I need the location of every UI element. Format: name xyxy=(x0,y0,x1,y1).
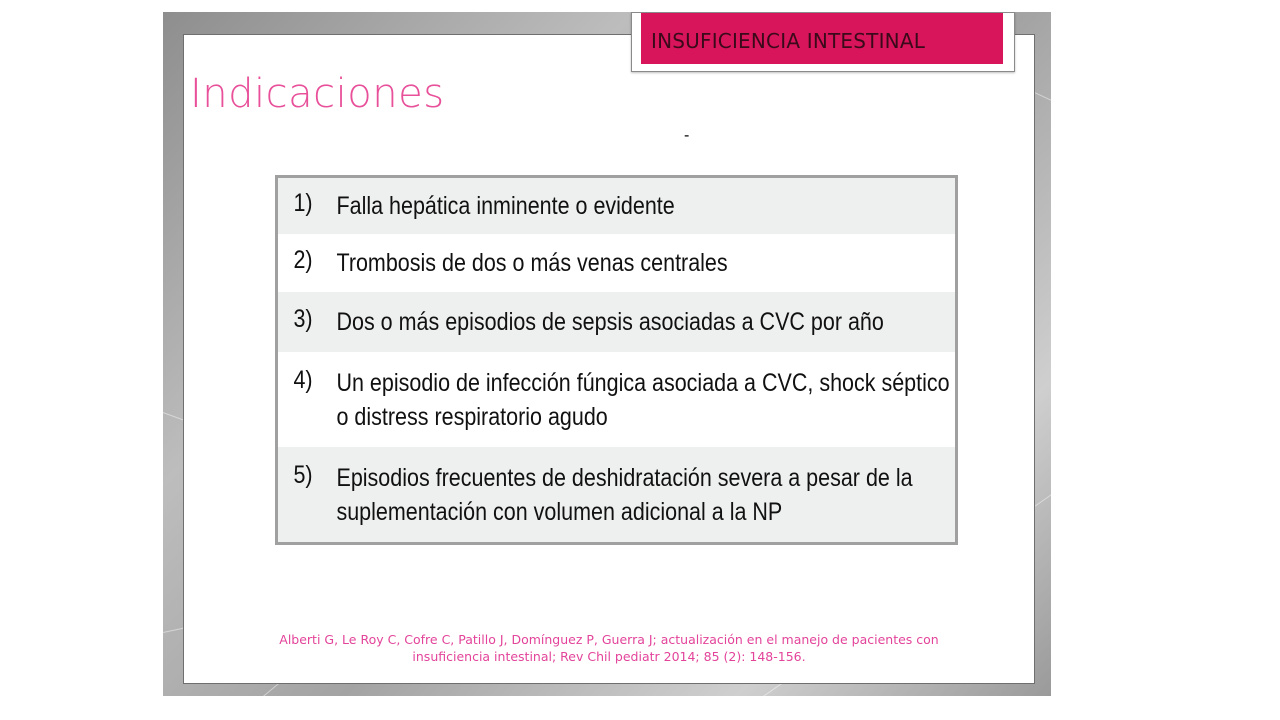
stray-dash: - xyxy=(684,127,690,144)
table-row xyxy=(278,234,955,292)
row-number: 2) xyxy=(293,246,313,274)
row-text: Episodios frecuentes de deshidratación severa a pesar de la suplementación con volumen adicional a la NP xyxy=(336,464,913,526)
slide-title: Indicaciones xyxy=(190,71,445,117)
citation-line: Alberti G, Le Roy C, Cofre C, Patillo J, Domínguez P, Guerra J; actualización en el manejo de pacientes con xyxy=(279,632,939,647)
row-number: 1) xyxy=(293,189,313,217)
table-row xyxy=(278,447,955,542)
section-tab xyxy=(631,12,1015,72)
table-row xyxy=(278,352,955,447)
row-number: 5) xyxy=(293,461,313,489)
citation-line: insuficiencia intestinal; Rev Chil pediatr 2014; 85 (2): 148-156. xyxy=(412,649,806,664)
section-tab-label: INSUFICIENCIA INTESTINAL xyxy=(651,28,926,53)
slide xyxy=(183,28,1035,684)
table-row xyxy=(278,292,955,352)
indications-table xyxy=(275,175,958,545)
row-text: Trombosis de dos o más venas centrales xyxy=(336,249,728,277)
row-text: Dos o más episodios de sepsis asociadas a CVC por año xyxy=(336,308,884,336)
row-number: 4) xyxy=(293,366,313,394)
slide-background-frame xyxy=(163,12,1051,696)
row-text: Falla hepática inminente o evidente xyxy=(336,192,675,220)
row-text: Un episodio de infección fúngica asociada a CVC, shock séptico o distress respiratorio agudo xyxy=(336,369,950,431)
section-tab-fill xyxy=(641,13,1003,64)
citation xyxy=(184,631,1034,665)
table-row xyxy=(278,178,955,234)
row-number: 3) xyxy=(293,305,313,333)
